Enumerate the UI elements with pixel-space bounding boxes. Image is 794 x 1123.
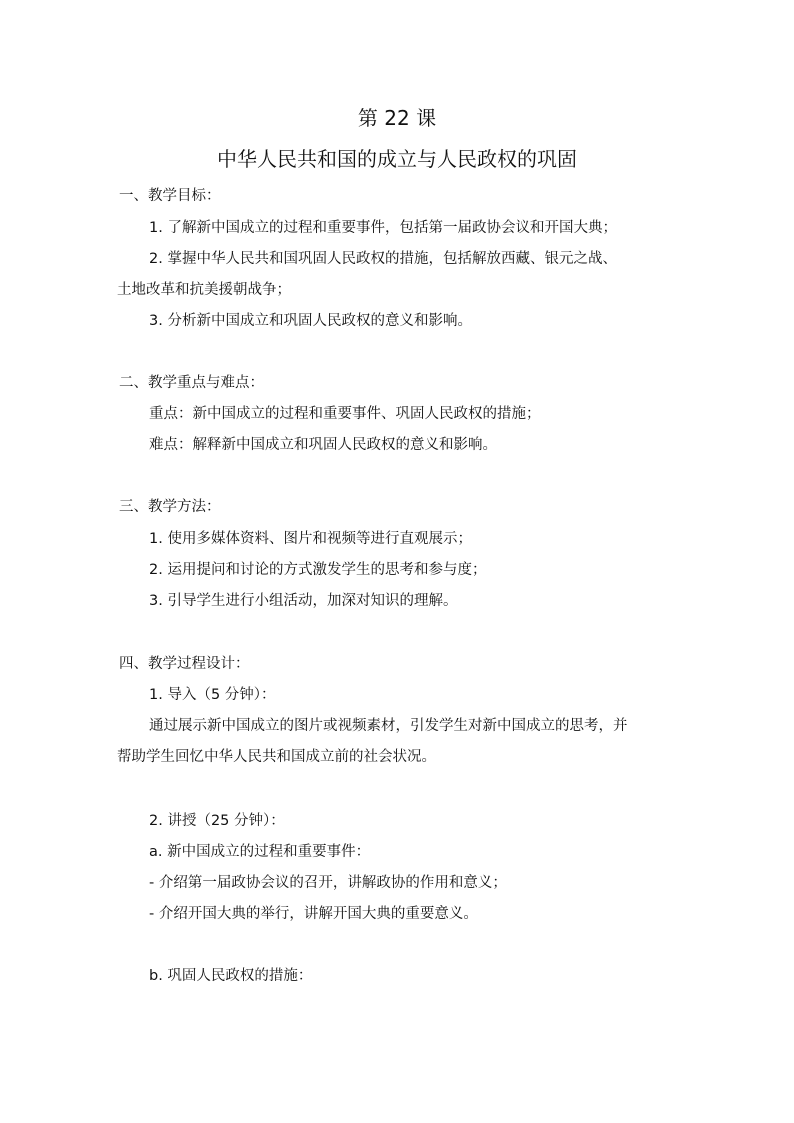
method-item: 3. 引导学生进行小组活动，加深对知识的理解。 (149, 593, 458, 609)
process-paragraph: 通过展示新中国成立的图片或视频素材，引发学生对新中国成立的思考，并 (149, 718, 628, 734)
objective-item-continuation: 土地改革和抗美援朝战争； (117, 282, 291, 298)
lesson-number: 第 22 课 (357, 106, 437, 130)
process-bullet: - 介绍开国大典的举行，讲解开国大典的重要意义。 (149, 906, 478, 922)
process-subheading: b. 巩固人民政权的措施： (149, 968, 313, 984)
objective-item: 3. 分析新中国成立和巩固人民政权的意义和影响。 (149, 313, 472, 329)
process-bullet: - 介绍第一届政协会议的召开，讲解政协的作用和意义； (149, 875, 507, 891)
objective-item: 2. 掌握中华人民共和国巩固人民政权的措施，包括解放西藏、银元之战、 (149, 251, 617, 267)
key-point-item: 重点：新中国成立的过程和重要事件、巩固人民政权的措施； (149, 406, 541, 422)
process-subheading: a. 新中国成立的过程和重要事件： (149, 844, 371, 860)
process-step-heading: 1. 导入（5 分钟）： (149, 687, 276, 703)
difficulty-item: 难点：解释新中国成立和巩固人民政权的意义和影响。 (149, 437, 497, 453)
section-heading-objectives: 一、教学目标： (119, 188, 221, 204)
process-paragraph-continuation: 帮助学生回忆中华人民共和国成立前的社会状况。 (117, 749, 436, 765)
method-item: 2. 运用提问和讨论的方式激发学生的思考和参与度； (149, 562, 487, 578)
section-heading-key-points: 二、教学重点与难点： (119, 375, 264, 391)
method-item: 1. 使用多媒体资料、图片和视频等进行直观展示； (149, 531, 472, 547)
section-heading-process: 四、教学过程设计： (119, 656, 250, 672)
section-heading-methods: 三、教学方法： (119, 499, 221, 515)
objective-item: 1. 了解新中国成立的过程和重要事件，包括第一届政协会议和开国大典； (149, 220, 617, 236)
lesson-title: 中华人民共和国的成立与人民政权的巩固 (217, 147, 577, 171)
process-step-heading: 2. 讲授（25 分钟）： (149, 813, 285, 829)
